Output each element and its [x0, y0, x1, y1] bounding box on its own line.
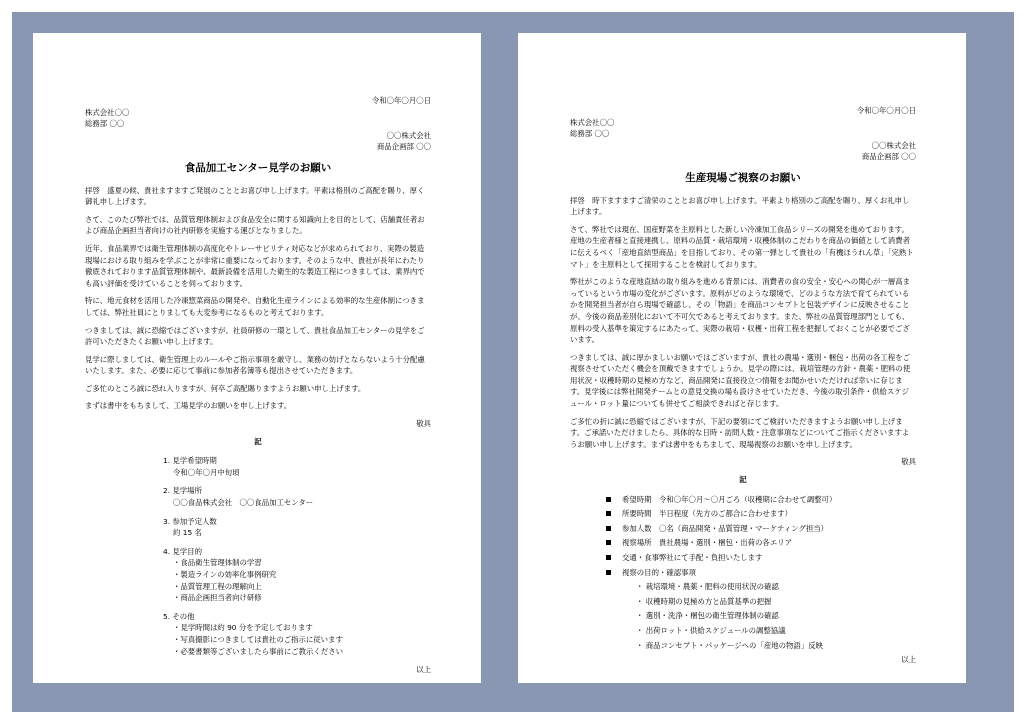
- closing-keigu: 敬具: [416, 419, 431, 429]
- square-bullet-icon: [606, 570, 611, 575]
- recipient-company: 株式会社〇〇: [570, 117, 615, 127]
- square-bullet-icon: [606, 497, 611, 502]
- item-heading: 3. 参加予定人数: [163, 516, 217, 526]
- paragraph-4: 特に、地元食材を活用した冷凍惣菜商品の開発や、自動化生産ラインによる効率的な生産体制につきましては、弊社社員にとりましても大変参考になるものと考えております。: [85, 296, 425, 317]
- closing-keigu: 敬具: [901, 457, 916, 467]
- paragraph-5: ご多忙の折に誠に恐縮ではございますが、下記の要領にてご検討いただきますようお願い申し上げます。ご承諾いただけましたら、具体的な日時・訪問人数・注意事項などについてご指示くださいますようお願い申し上げます。まずは書中をもちまして、現場視察のお願いを申し上げます。: [570, 416, 910, 449]
- paragraph-2: さて、このたび弊社では、品質管理体制および食品安全に関する知識向上を目的として、店舗責任者および商品企画担当者向けの社内研修を実施する運びとなりました。: [85, 214, 425, 236]
- recipient-person: 総務部 〇〇: [570, 129, 610, 139]
- list-item: ・ 栽培環境・農薬・肥料の使用状況の確認: [636, 582, 779, 592]
- paragraph-7: ご多忙のところ誠に恐れ入りますが、何卒ご高配賜りますようお願い申し上げます。: [85, 383, 366, 393]
- list-item-text: 参加人数 〇名（商品開発・品質管理・マーケティング担当）: [622, 523, 829, 533]
- square-bullet-icon: [606, 540, 611, 545]
- paragraph-8: まずは書中をもちまして、工場見学のお願いを申し上げます。: [85, 401, 292, 411]
- item-detail: ・写真撮影につきましては貴社のご指示に従います: [173, 634, 343, 644]
- recipient-company: 株式会社〇〇: [85, 107, 130, 117]
- list-item: ・ 商品コンセプト・パッケージへの「産地の物語」反映: [636, 640, 823, 650]
- list-item-text: 希望時期 令和〇年〇月～〇月ごろ（収穫期に合わせて調整可）: [622, 494, 837, 504]
- item-detail: ・品質管理工程の理解向上: [173, 581, 262, 591]
- paragraph-3: 近年、食品業界では衛生管理体制の高度化やトレーサビリティ対応などが求められており、実際の製造現場における取り組みを学ぶことが非常に重要になっております。そのような中、貴社が長年にわたり徹底されております品質管理体制や、最新設備を活用した衛生的な製造工程につきましては、業界内でも高い評価を受けていることを伺っております。: [85, 243, 425, 288]
- item-heading: 1. 見学希望時期: [163, 456, 217, 466]
- sender-person: 商品企画部 〇〇: [861, 152, 916, 162]
- item-detail: 〇〇食品株式会社 〇〇食品加工センター: [173, 498, 314, 508]
- paragraph-3: 弊社がこのような産地直結の取り組みを進める背景には、消費者の食の安全・安心への関心が一層高まっているという市場の変化がございます。原料がどのような環境で、どのような方法で育てられているかを開発担当者が自ら現場で確認し、その「物語」を商品コンセプトと包装デザインに反映させることが、今後の商品差別化において不可欠であると考えております。また、弊社の品質管理部門としても、原料の受入基準を策定するにあたって、実際の栽培・収穫・出荷工程を把握しておくことが必要でございます。: [570, 277, 910, 345]
- list-item: ・ 出荷ロット・供給スケジュールの調整協議: [636, 625, 786, 635]
- paragraph-2: さて、弊社では現在、国産野菜を主原料とした新しい冷凍加工食品シリーズの開発を進めております。産地の生産者様と直接連携し、原料の品質・栽培環境・収穫体制のこだわりを商品の価値として消費者に伝えるべく「産地直結型商品」を目指しており、その第一弾として貴社の「有機ほうれん草」「完熟トマト」を主原料として採用することを検討しております。: [570, 224, 914, 269]
- list-item: ・ 選別・洗浄・梱包の衛生管理体制の確認: [636, 611, 779, 621]
- item-detail: ・食品衛生管理体制の学習: [173, 558, 262, 568]
- list-item: [606, 567, 916, 579]
- list-item: ・ 収穫時期の見極め方と品質基準の把握: [636, 596, 772, 606]
- sender-company: 〇〇株式会社: [871, 140, 916, 150]
- letter-title: 生産現場ご視察のお願い: [685, 171, 801, 184]
- square-bullet-icon: [606, 511, 611, 516]
- sender-company: 〇〇株式会社: [386, 130, 431, 140]
- sub-list: [636, 581, 916, 651]
- letter-page-right: [518, 33, 966, 683]
- date: 令和〇年〇月〇日: [856, 106, 916, 115]
- list-item: [606, 523, 916, 535]
- item-detail: ・製造ラインの効率化事例研究: [173, 570, 277, 579]
- sender-person: 商品企画部 〇〇: [376, 142, 431, 152]
- item-detail: ・見学時間は約 90 分を予定しております: [173, 623, 313, 633]
- list-item: [606, 537, 916, 549]
- square-bullet-icon: [606, 526, 611, 531]
- item-heading: 2. 見学場所: [163, 486, 202, 496]
- list-item: [163, 546, 431, 604]
- item-detail: 令和〇年〇月中旬頃: [173, 467, 240, 477]
- item-detail: ・商品企画担当者向け研修: [173, 593, 262, 603]
- ki-heading: 記: [739, 475, 747, 485]
- list-item-text: 視察の目的・確認事項: [622, 567, 696, 577]
- detail-list: [163, 455, 431, 657]
- date: 令和〇年〇月〇日: [371, 96, 431, 105]
- paragraph-1: 拝啓 時下ますますご清栄のこととお喜び申し上げます。平素より格別のご高配を賜り、厚くお礼申し上げます。: [570, 195, 910, 217]
- paragraph-5: つきましては、誠に恐縮ではございますが、社員研修の一環として、貴社食品加工センターの見学をご許可いただきたくお願い申し上げます。: [85, 325, 425, 347]
- item-heading: 5. その他: [163, 611, 195, 621]
- list-item: [606, 508, 916, 520]
- recipient-person: 総務部 〇〇: [85, 119, 125, 129]
- letter-page-left: [33, 33, 481, 683]
- item-detail: ・必要書類等ございましたら事前にご教示ください: [173, 646, 343, 656]
- closing-ijo: 以上: [416, 665, 431, 675]
- closing-ijo: 以上: [901, 655, 916, 665]
- paragraph-6: 見学に際しましては、衛生管理上のルールやご指示事項を厳守し、業務の妨げとならないよう十分配慮いたします。また、必要に応じて事前に参加者名簿等も提出させていただきます。: [85, 354, 425, 376]
- letter-title: 食品加工センター見学のお願い: [184, 161, 332, 174]
- ki-heading: 記: [254, 436, 262, 446]
- list-item: [163, 485, 431, 508]
- paragraph-1: 拝啓 盛夏の候、貴社ますますご発展のこととお喜び申し上げます。平素は格別のご高配を賜り、厚く御礼申し上げます。: [85, 185, 425, 207]
- list-item-text: 交通・食事弊社にて手配・負担いたします: [622, 553, 763, 562]
- list-item: [163, 455, 431, 478]
- detail-list: [606, 494, 916, 579]
- list-item-text: 所要時間 半日程度（先方のご都合に合わせます）: [622, 509, 792, 519]
- square-bullet-icon: [606, 555, 611, 560]
- list-item: [606, 552, 916, 564]
- list-item: [163, 516, 431, 539]
- paragraph-4: つきましては、誠に厚かましいお願いではございますが、貴社の農場・選別・梱包・出荷の各工程をご視察させていただく機会を頂戴できますでしょうか。見学の際には、栽培管理の方針・農薬・肥料の使用状況・収穫時期の見極め方など、商品開発に直接役立つ情報をお聞かせいただければ幸いに存じます。見学後には弊社開発チームとの意見交換の場も設けさせていただき、今後の取引条件・供給スケジュール・ロット量についても併せてご相談できればと存じます。: [570, 352, 911, 409]
- item-detail: 約 15 名: [173, 528, 202, 538]
- list-item: [163, 611, 431, 657]
- item-heading: 4. 見学目的: [163, 546, 202, 556]
- list-item-text: 視察場所 貴社農場・選別・梱包・出荷の各エリア: [622, 538, 792, 548]
- list-item: [606, 494, 916, 506]
